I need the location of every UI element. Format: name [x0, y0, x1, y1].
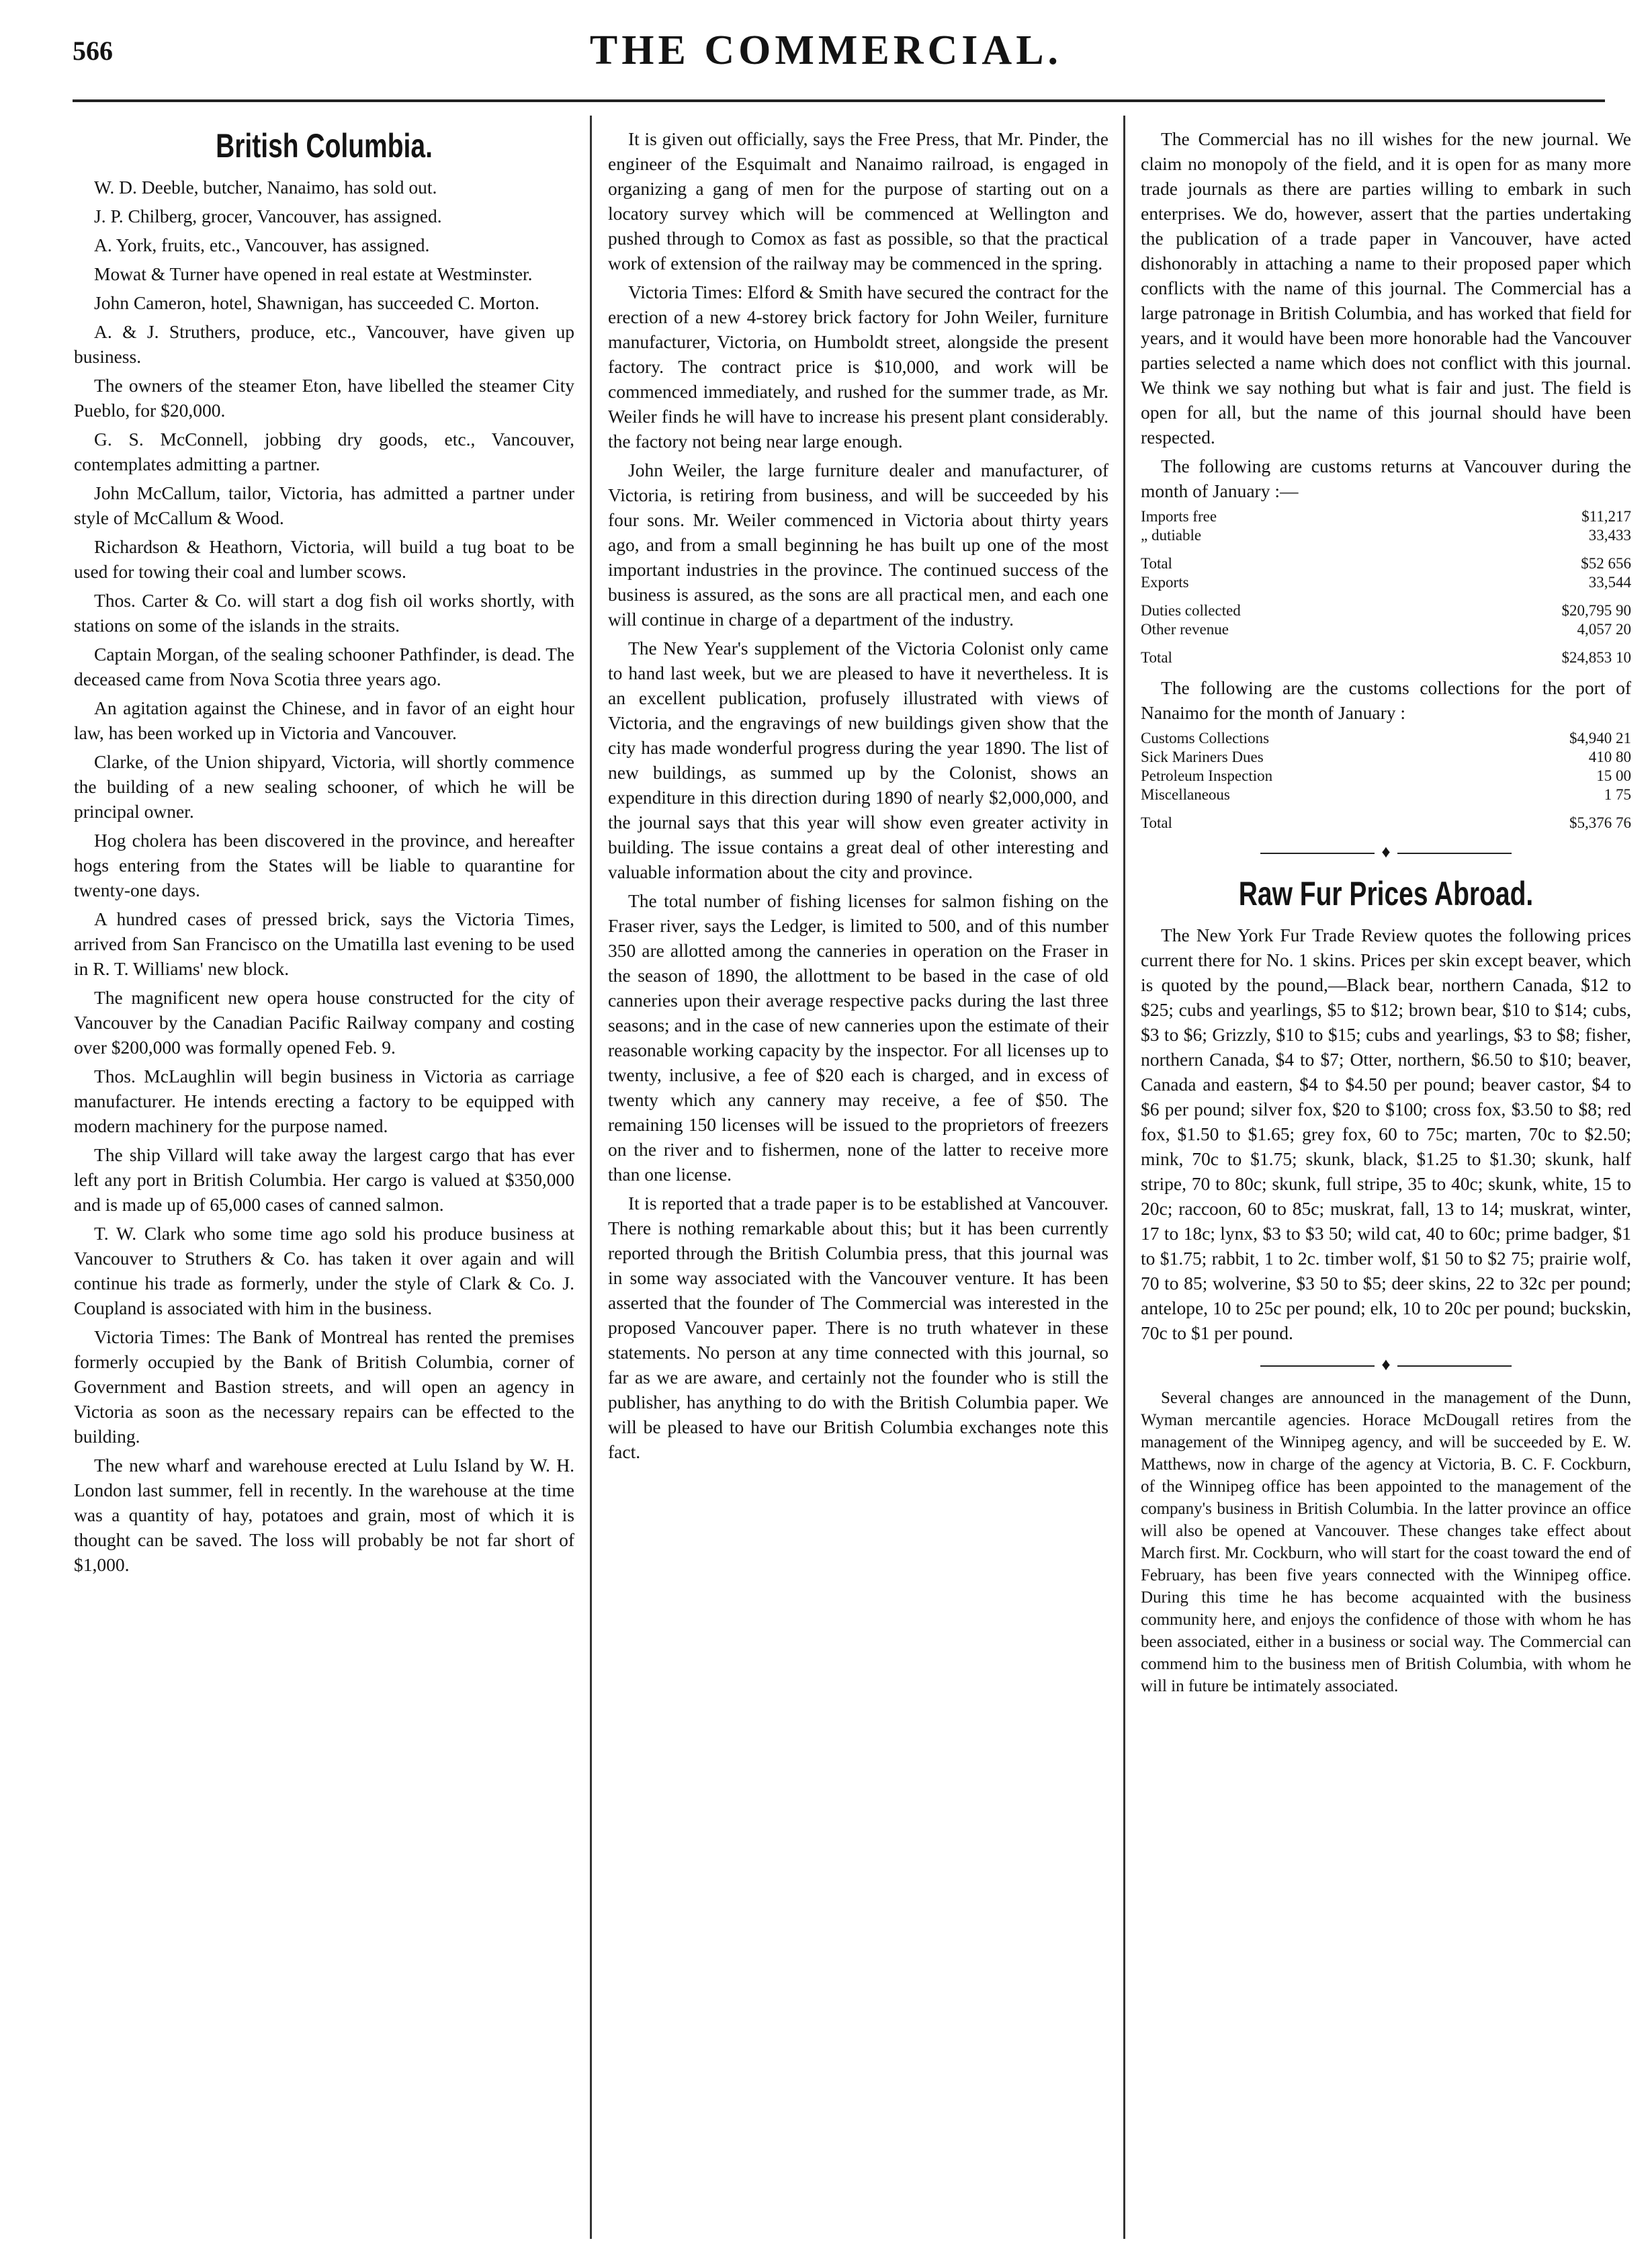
table-row: Customs Collections $4,940 21	[1141, 730, 1631, 747]
table-row: Total $52 656	[1141, 555, 1631, 572]
news-item: Mowat & Turner have opened in real estate at Westminster.	[94, 263, 533, 284]
table-row: Imports free $11,217	[1141, 508, 1631, 525]
table-row: Petroleum Inspection 15 00	[1141, 767, 1631, 784]
news-item: The new wharf and warehouse erected at Lulu Island by W. H. London last summer, fell in recently. In the warehouse at the time was a quantity of hay, potatoes and grain, most of which it is thought can be saved. The loss will probably be not far short of $1,000.	[74, 1455, 574, 1575]
customs-intro-nanaimo: The following are the customs collections for the port of Nanaimo for the month of January :	[1141, 677, 1631, 723]
table-row: Duties collected $20,795 90	[1141, 602, 1631, 619]
news-item: The magnificent new opera house constructed for the city of Vancouver by the Canadian Pacific Railway company and costing over $200,000 was formally opened Feb. 9.	[74, 987, 574, 1058]
news-item: John McCallum, tailor, Victoria, has admitted a partner under style of McCallum & Wood.	[74, 482, 574, 528]
news-item: Richardson & Heathorn, Victoria, will build a tug boat to be used for towing their coal and lumber scows.	[74, 536, 574, 582]
customs-table-vancouver	[1141, 507, 1631, 667]
header-rule	[73, 99, 1605, 102]
editorial-paragraph: The Commercial has no ill wishes for the new journal. We claim no monopoly of the field, and it is open for as many more trade journals as there are parties willing to embark in such enterprises. We do, however, assert that the parties undertaking the publication of a trade paper in Vancouver, have acted dishonorably in attaching a name to their proposed paper which conflicts with the name of this journal. The Commercial has a large patronage in British Columbia, and has worked that field for years, and it would have been more honorable had the Vancouver parties selected a name which does not conflict with this journal. We think we say nothing but what is fair and just. The field is open for all, but the name of this journal should have been respected.	[1141, 128, 1631, 448]
management-changes-block	[1141, 1387, 1631, 1697]
news-item: J. P. Chilberg, grocer, Vancouver, has assigned.	[94, 206, 442, 226]
column-2	[608, 126, 1108, 2236]
news-item: A. York, fruits, etc., Vancouver, has assigned.	[94, 235, 430, 255]
column-divider	[590, 116, 592, 2239]
table-row: Sick Mariners Dues 410 80	[1141, 749, 1631, 765]
management-changes-paragraph: Several changes are announced in the management of the Dunn, Wyman mercantile agencies. Horace McDougall retires from the management of the Winnipeg agency, and will be succeeded by E. W. Matthews, now in charge of the agency at Victoria, B. C. F. Cockburn, of the Winnipeg office has been appointed to the management of the company's business in British Columbia. In the latter province an office will also be opened at Vancouver. These changes take effect about March first. Mr. Cockburn, who will start for the coast toward the end of February, has been five years connected with the Winnipeg office. During this time he has become acquainted with the business community here, and enjoys the confidence of those with whom he has been associated, either in a business or social way. The Commercial can commend him to the business men of British Columbia, with whom he will in future be intimately associated.	[1141, 1389, 1631, 1695]
column-1	[74, 126, 574, 2236]
news-item: Victoria Times: Elford & Smith have secured the contract for the erection of a new 4-storey brick factory for John Weiler, furniture manufacturer, Victoria, on Humboldt street, alongside the present factory. The contract price is $10,000, and work will be commenced immediately, and rushed for the summer trade, as Mr. Weiler finds he will have to increase his present plant considerably. the factory not being near large enough.	[608, 282, 1108, 452]
news-item: John Cameron, hotel, Shawnigan, has succeeded C. Morton.	[94, 292, 539, 313]
news-item: Clarke, of the Union shipyard, Victoria, will shortly commence the building of a new sealing schooner, of which he will be principal owner.	[74, 751, 574, 822]
table-row: „ dutiable 33,433	[1141, 527, 1631, 544]
table-row: Other revenue 4,057 20	[1141, 621, 1631, 638]
section-heading-raw-fur-prices: Raw Fur Prices Abroad.	[1238, 875, 1534, 912]
fur-prices-paragraph: The New York Fur Trade Review quotes the following prices current there for No. 1 skins. Prices per skin except beaver, which is quoted by the pound,—Black bear, northern Canada, $12 to $25; cubs and yearlings, $5 to $12; brown bear, $10 to $14; cubs, $3 to $6; Grizzly, $10 to $15; cubs and yearlings, $3 to $8; fisher, northern Canada, $4 to $7; Otter, northern, $6.50 to $10; beaver, Canada and eastern, $4 to $4.50 per pound; beaver castor, $4 to $6 per pound; silver fox, $20 to $100; cross fox, $3.50 to $8; red fox, $1.50 to $1.65; grey fox, 60 to 75c; marten, 70c to $2.50; mink, 70c to $1.75; skunk, black, $1.25 to $1.30; skunk, half stripe, 70 to 80c; skunk, full stripe, 35 to 40c; skunk, white, 15 to 20c; raccoon, 60 to 85c; muskrat, fall, 13 to 14; muskrat, winter, 17 to 18c; lynx, $3 to $3 50; wild cat, 40 to 60c; prime badger, $1 to $1.75; rabbit, 1 to 2c. timber wolf, $1 50 to $2 75; prairie wolf, 70 to 85; wolverine, $3 50 to $5; deer skins, 22 to 32c per pound; antelope, 10 to 25c per pound; elk, 10 to 20c per pound; buckskin, 70c to $1 per pound.	[1141, 925, 1631, 1343]
table-row: Miscellaneous 1 75	[1141, 786, 1631, 803]
table-row: Total $24,853 10	[1141, 649, 1631, 666]
news-item: W. D. Deeble, butcher, Nanaimo, has sold out.	[94, 177, 437, 198]
section-ornament: ♦	[1141, 1355, 1631, 1375]
news-item: The New Year's supplement of the Victoria Colonist only came to hand last week, but we are pleased to have it nevertheless. It is an excellent publication, profusely illustrated with views of Victoria, and the engravings of new buildings given show that the city has made wonderful progress during the year 1890. The list of new buildings, as summed up by the Colonist, shows an expenditure in this direction during 1890 of nearly $2,000,000, and the journal says that this year will show even greater activity in building. The issue contains a great deal of other interesting and valuable information about the city and province.	[608, 638, 1108, 882]
column-3	[1141, 126, 1631, 2236]
news-item: Captain Morgan, of the sealing schooner Pathfinder, is dead. The deceased came from Nova Scotia three years ago.	[74, 644, 574, 689]
news-item: G. S. McConnell, jobbing dry goods, etc., Vancouver, contemplates admitting a partner.	[74, 429, 574, 474]
news-item: The owners of the steamer Eton, have libelled the steamer City Pueblo, for $20,000.	[74, 375, 574, 421]
news-item: Hog cholera has been discovered in the province, and hereafter hogs entering from the States will be liable to quarantine for twenty-one days.	[74, 830, 574, 900]
masthead: THE COMMERCIAL.	[589, 28, 1063, 73]
news-item: T. W. Clark who some time ago sold his produce business at Vancouver to Struthers & Co. has taken it over again and will continue his trade as formerly, under the style of Clark & Co. J. Coupland is associated with him in the business.	[74, 1223, 574, 1318]
news-item: The total number of fishing licenses for salmon fishing on the Fraser river, says the Ledger, is limited to 500, and of this number 350 are allotted among the canneries in operation on the Fraser in the season of 1890, the allottment to be based in the case of old canneries upon their average respective packs during the last three seasons; and in the case of new canneries upon the estimate of their reasonable working capacity by the inspector. For all licenses up to twenty, inclusive, a fee of $20 each is charged, and in excess of twenty which any cannery may receive, a fee of $50. The remaining 150 licenses will be issued to the proprietors of freezers on the river and to fishermen, none of the latter to receive more than one license.	[608, 890, 1108, 1185]
news-item: The ship Villard will take away the largest cargo that has ever left any port in British Columbia. Her cargo is valued at $350,000 and is made up of 65,000 cases of canned salmon.	[74, 1144, 574, 1215]
customs-table-nanaimo	[1141, 729, 1631, 833]
section-ornament: ♦	[1141, 842, 1631, 862]
news-item: Victoria Times: The Bank of Montreal has rented the premises formerly occupied by the Bank of British Columbia, corner of Government and Bastion streets, and will open an agency in Victoria as soon as the necessary repairs can be effected to the building.	[74, 1326, 574, 1447]
news-item: John Weiler, the large furniture dealer and manufacturer, of Victoria, is retiring from business, and will be succeeded by his four sons. Mr. Weiler commenced in Victoria about thirty years ago, and from a small beginning he has built up one of the most important industries in the province. The continued success of the business is assured, as the sons are all practical men, and each one will continue in charge of a department of the industry.	[608, 460, 1108, 630]
news-item: It is given out officially, says the Free Press, that Mr. Pinder, the engineer of the Esquimalt and Nanaimo railroad, is engaged in organizing a gang of men for the purpose of starting out on a locatory survey which will be commenced at Wellington and pushed through to Comox as fast as possible, so that the practical work of extension of the railway may be commenced in the spring.	[608, 128, 1108, 273]
section-heading-british-columbia: British Columbia.	[216, 127, 433, 165]
column-divider	[1123, 116, 1125, 2239]
table-row: Exports 33,544	[1141, 574, 1631, 591]
page-number: 566	[73, 36, 113, 66]
news-item: A. & J. Struthers, produce, etc., Vancouver, have given up business.	[74, 321, 574, 367]
news-item: It is reported that a trade paper is to be established at Vancouver. There is nothing remarkable about this; but it has been currently reported through the British Columbia press, that this journal was in some way associated with the Vancouver venture. It has been asserted that the founder of The Commercial was interested in the proposed Vancouver paper. There is no truth whatever in these statements. No person at any time connected with this journal, so far as we are aware, and certainly not the founder who is still the publisher, has anything to do with the British Columbia paper. We will be pleased to have our British Columbia exchanges note this fact.	[608, 1193, 1108, 1462]
news-item: Thos. Carter & Co. will start a dog fish oil works shortly, with stations on some of the islands in the straits.	[74, 590, 574, 636]
table-row: Total $5,376 76	[1141, 814, 1631, 831]
news-item: A hundred cases of pressed brick, says the Victoria Times, arrived from San Francisco on the Umatilla last evening to be used in R. T. Williams' new block.	[74, 908, 574, 979]
news-item: An agitation against the Chinese, and in favor of an eight hour law, has been worked up in Victoria and Vancouver.	[74, 697, 574, 743]
news-item: Thos. McLaughlin will begin business in Victoria as carriage manufacturer. He intends erecting a factory to be equipped with modern machinery for the purpose named.	[74, 1066, 574, 1136]
customs-intro-vancouver: The following are customs returns at Vancouver during the month of January :—	[1141, 456, 1631, 501]
